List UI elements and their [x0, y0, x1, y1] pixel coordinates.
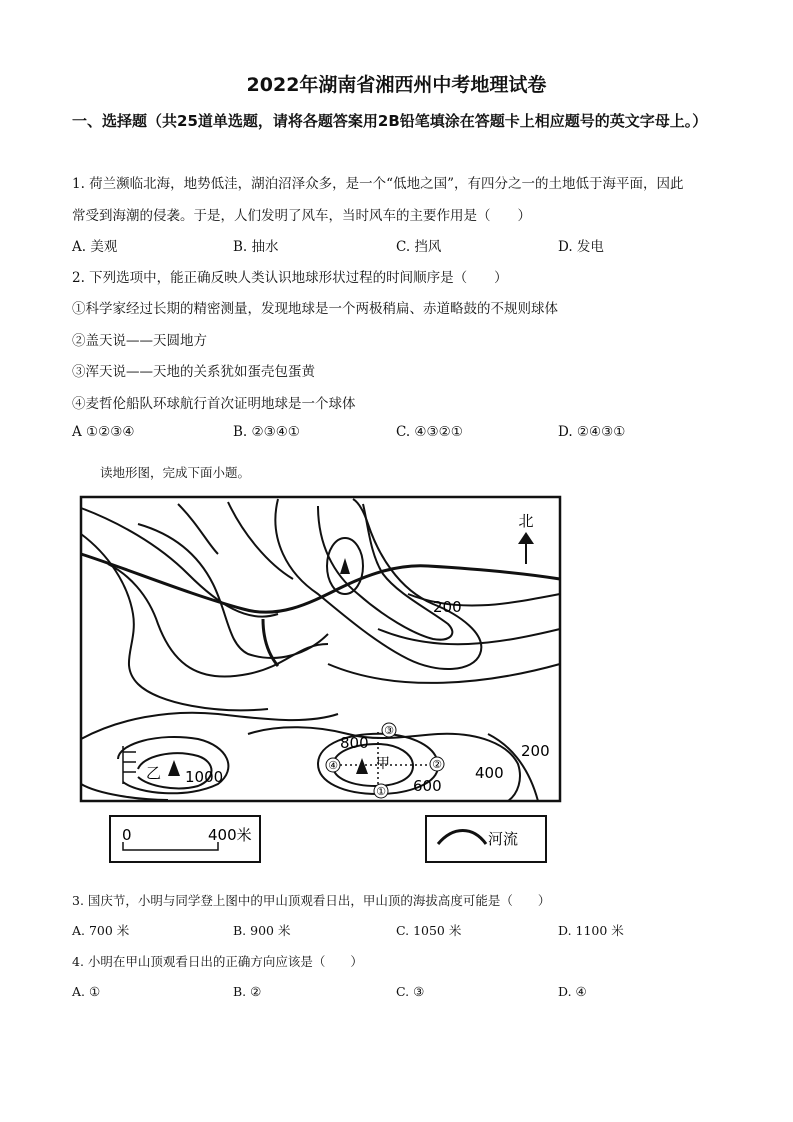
q1-option-d: D. 发电 [558, 239, 604, 255]
peak-a-icon [356, 758, 368, 774]
q2-item-1: ①科学家经过长期的精密测量，发现地球是一个两极稍扁、赤道略鼓的不规则球体 [72, 301, 558, 317]
q2-option-a: A ①②③④ [72, 424, 135, 440]
peak-b-label: 乙 [146, 764, 162, 782]
q2-item-4: ④麦哲伦船队环球航行首次证明地球是一个球体 [72, 396, 356, 412]
q2-item-2: ②盖天说——天圆地方 [72, 333, 207, 349]
contour-line [138, 524, 328, 658]
north-label: 北 [518, 512, 534, 530]
legend-river-label: 河流 [488, 830, 519, 848]
contour-label-800: 800 [340, 734, 369, 752]
contour-line [378, 629, 560, 644]
q2-option-b: B. ②③④① [233, 424, 300, 440]
q3-option-b: B. 900 米 [233, 923, 291, 938]
q3-option-a: A. 700 米 [72, 923, 130, 938]
scale-zero: 0 [122, 826, 132, 844]
q1-option-a: A. 美观 [72, 239, 118, 255]
map-intro: 读地形图，完成下面小题。 [100, 465, 251, 480]
marker-1: ① [376, 785, 386, 798]
q4-option-d: D. ④ [558, 984, 587, 999]
contour-label-600: 600 [413, 777, 442, 795]
q1-line-2: 常受到海潮的侵袭。于是，人们发明了风车，当时风车的主要作用是（ ） [72, 208, 531, 224]
section-heading: 一、选择题（共25道单选题，请将各题答案用2B铅笔填涂在答题卡上相应题号的英文字母上。） [72, 112, 708, 130]
q1-option-b: B. 抽水 [233, 239, 279, 255]
river-line [81, 554, 560, 612]
contour-label-1000: 1000 [185, 768, 224, 786]
topographic-map [78, 494, 562, 866]
q2-option-d: D. ②④③① [558, 424, 626, 440]
north-arrow-head [518, 532, 534, 544]
marker-4: ④ [328, 759, 338, 772]
q3-option-c: C. 1050 米 [396, 923, 462, 938]
scale-bar [123, 842, 218, 850]
contour-label-200-right: 200 [521, 742, 550, 760]
peak-a-label: 甲 [376, 756, 390, 772]
q2-option-c: C. ④③②① [396, 424, 463, 440]
q2-stem: 2. 下列选项中，能正确反映人类认识地球形状过程的时间顺序是（ ） [72, 270, 508, 286]
contour-line [81, 713, 338, 739]
contour-line [108, 564, 328, 677]
contour-label-200-top: 200 [433, 598, 462, 616]
contour-label-400: 400 [475, 764, 504, 782]
q4-option-a: A. ① [72, 984, 101, 999]
contour-line [228, 502, 293, 579]
marker-3: ③ [384, 724, 394, 737]
page-title: 2022年湖南省湘西州中考地理试卷 [246, 74, 547, 96]
q3-stem: 3. 国庆节，小明与同学登上图中的甲山顶观看日出，甲山顶的海拔高度可能是（ ） [72, 893, 551, 908]
peak-icon [340, 558, 350, 574]
q3-option-d: D. 1100 米 [558, 923, 624, 938]
scale-distance: 400米 [208, 826, 252, 844]
legend-river-symbol [438, 831, 486, 845]
peak-b-icon [168, 760, 180, 776]
contour-line [328, 664, 560, 683]
q4-option-c: C. ③ [396, 984, 425, 999]
q1-line-1: 1. 荷兰濒临北海，地势低洼，湖泊沼泽众多，是一个“低地之国”，有四分之一的土地低于海平面，因此 [72, 176, 684, 192]
q4-stem: 4. 小明在甲山顶观看日出的正确方向应该是（ ） [72, 954, 363, 969]
cliff-symbol [123, 746, 136, 784]
marker-2: ② [432, 758, 442, 771]
q1-option-c: C. 挡风 [396, 239, 442, 255]
q4-option-b: B. ② [233, 984, 262, 999]
q2-item-3: ③浑天说——天地的关系犹如蛋壳包蛋黄 [72, 364, 315, 380]
